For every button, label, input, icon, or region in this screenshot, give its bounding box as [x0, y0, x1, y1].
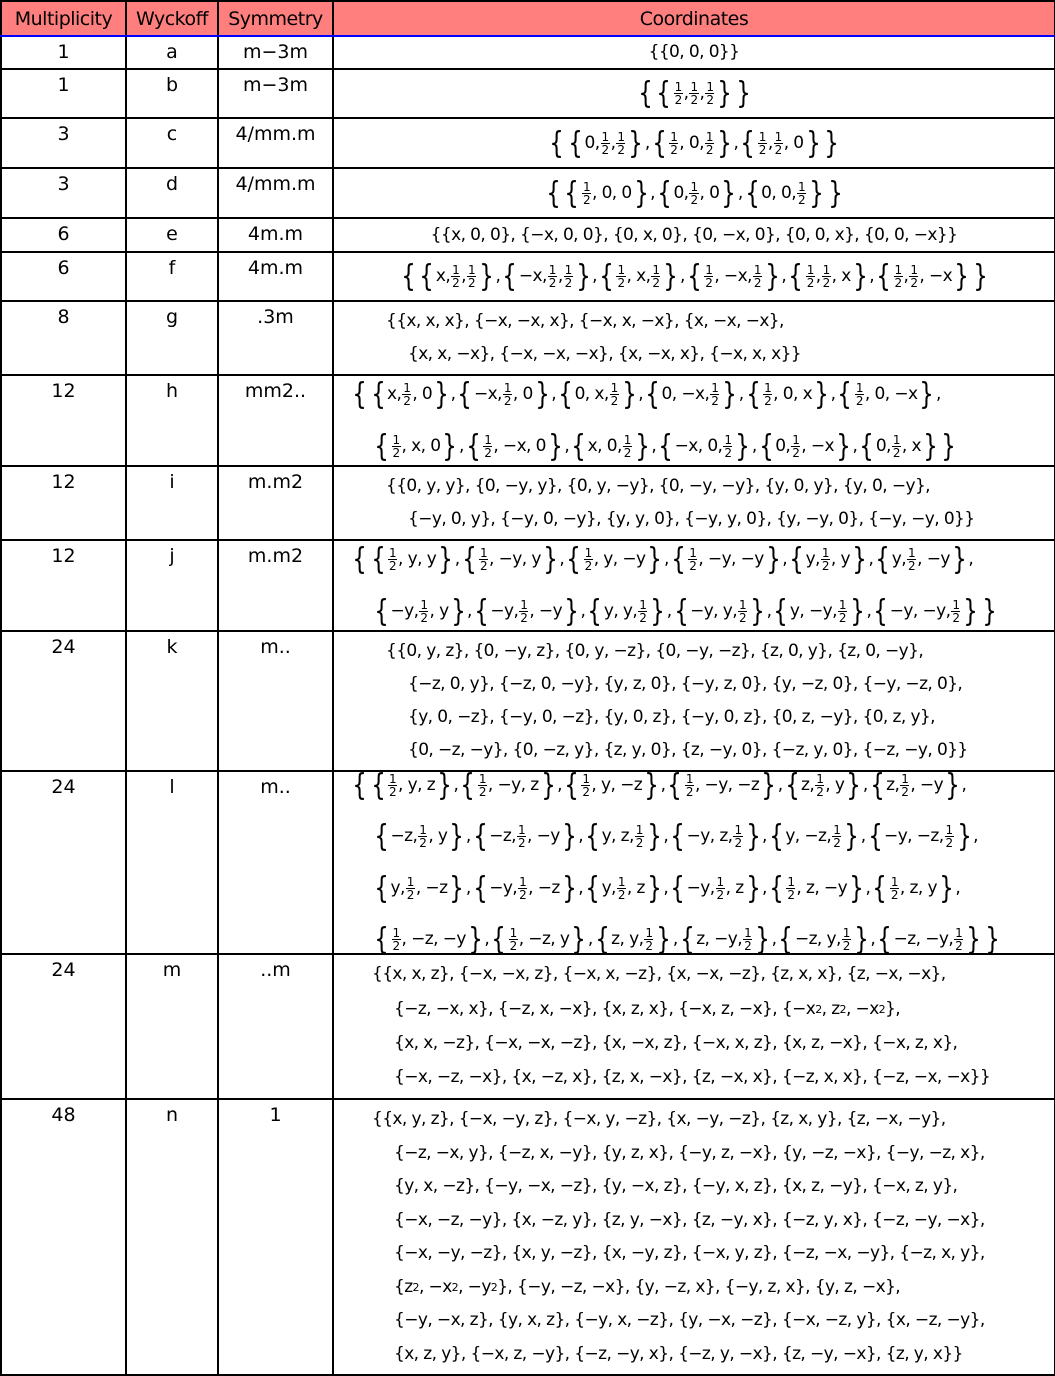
fraction-one-half: $\frac{1}{2}$	[711, 381, 719, 409]
coordinate-line: {−x, −y, −z}, {x, y, −z}, {x, −y, z}, {−x, y, z}, {−z, −x, −y}, {−z, x, y},	[394, 1243, 985, 1263]
table-row	[1, 69, 1055, 118]
coordinate-line: {{x, x, z}, {−x, −x, z}, {−x, x, −z}, {x, −x, −z}, {z, x, x}, {z, −x, −x},	[372, 964, 946, 985]
fraction-one-half: $\frac{1}{2}$	[389, 546, 397, 574]
fraction-one-half: $\frac{1}{2}$	[716, 874, 724, 902]
cell-multiplicity: 1	[1, 69, 126, 118]
fraction-one-half: $\frac{1}{2}$	[753, 263, 761, 290]
cell-symmetry: m−3m	[218, 36, 333, 69]
cell-coordinates	[333, 954, 1055, 1099]
cell-coordinates	[333, 1099, 1055, 1375]
fraction-one-half: $\frac{1}{2}$	[705, 129, 713, 157]
fraction-one-half: $\frac{1}{2}$	[467, 263, 476, 290]
fraction-one-half: $\frac{1}{2}$	[652, 263, 660, 290]
fraction-one-half: $\frac{1}{2}$	[548, 263, 556, 290]
fraction-one-half: $\frac{1}{2}$	[816, 772, 824, 799]
fraction-one-half: $\frac{1}{2}$	[617, 263, 625, 290]
cell-multiplicity: 1	[1, 36, 126, 69]
cell-wyckoff: j	[126, 540, 218, 631]
fraction-one-half: $\frac{1}{2}$	[690, 179, 698, 207]
coordinate-line: {{0, 0, 0}}	[648, 42, 740, 62]
fraction-one-half: $\frac{1}{2}$	[855, 381, 863, 409]
fraction-one-half: $\frac{1}{2}$	[419, 823, 427, 851]
fraction-one-half: $\frac{1}{2}$	[674, 80, 682, 107]
cell-multiplicity: 6	[1, 218, 126, 252]
fraction-one-half: $\frac{1}{2}$	[392, 432, 400, 460]
header-coordinates: Coordinates	[333, 1, 1055, 36]
table-row	[1, 118, 1055, 168]
coordinate-line: { −y, $\frac{1}{2}$ , y } , { −y, $\frac{1}{2}$ , −y } , { y, y, $\frac{1}{2}$ } , { −y, y, $\frac{1}{2}$ } , { y, −y, $\frac{1}{2}$ } , { −y, −y, $\frac{1}{2}$ } }	[374, 593, 997, 629]
fraction-one-half: $\frac{1}{2}$	[821, 546, 829, 574]
cell-coordinates	[333, 301, 1055, 375]
fraction-one-half: $\frac{1}{2}$	[758, 129, 766, 157]
cell-coordinates	[333, 768, 1055, 957]
fraction-one-half: $\frac{1}{2}$	[670, 129, 678, 157]
cell-wyckoff: d	[126, 168, 218, 218]
coordinate-line: { { $\frac{1}{2}$ , 0, 0 } , { 0, $\frac{1}{2}$ , 0 } , { 0, 0, $\frac{1}{2}$ } }	[546, 175, 842, 211]
cell-coordinates	[333, 36, 1055, 69]
coordinate-line: { { x, $\frac{1}{2}$ , $\frac{1}{2}$ } , { −x, $\frac{1}{2}$ , $\frac{1}{2}$ } , { $\frac{1}{2}$ , x, $\frac{1}{2}$ } , { $\frac{1}{2}$ , −x, $\frac{1}{2}$ } , { $\frac{1}{2}$ , $\frac{1}{2}$ , x } , { $\frac{1}{2}$ , $\frac{1}{2}$ , −x } }	[401, 259, 987, 294]
cell-wyckoff: a	[126, 36, 218, 69]
coordinate-line: { { 0, $\frac{1}{2}$ , $\frac{1}{2}$ } , { $\frac{1}{2}$ , 0, $\frac{1}{2}$ } , { $\frac{1}{2}$ , $\frac{1}{2}$ , 0 } }	[549, 125, 839, 161]
cell-multiplicity: 24	[1, 631, 126, 771]
coordinate-line: {0, −z, −y}, {0, −z, y}, {z, y, 0}, {z, −y, 0}, {−z, y, 0}, {−z, −y, 0}}	[408, 740, 968, 760]
cell-symmetry: 4/mm.m	[218, 168, 333, 218]
coordinate-line: {{x, x, x}, {−x, −x, x}, {−x, x, −x}, {x, −x, −x},	[386, 311, 784, 331]
table-row	[1, 375, 1055, 466]
cell-coordinates	[333, 252, 1055, 301]
cell-coordinates	[333, 69, 1055, 118]
fraction-one-half: $\frac{1}{2}$	[452, 263, 460, 290]
fraction-one-half: $\frac{1}{2}$	[392, 925, 400, 953]
fraction-one-half: $\frac{1}{2}$	[838, 597, 846, 625]
table-row	[1, 168, 1055, 218]
fraction-one-half: $\frac{1}{2}$	[406, 874, 414, 902]
fraction-one-half: $\frac{1}{2}$	[744, 925, 752, 953]
fraction-one-half: $\frac{1}{2}$	[610, 381, 618, 409]
cell-multiplicity: 3	[1, 168, 126, 218]
cell-wyckoff: n	[126, 1099, 218, 1375]
cell-coordinates	[333, 375, 1055, 466]
table-row	[1, 954, 1055, 1099]
cell-coordinates	[333, 540, 1055, 631]
table-row	[1, 540, 1055, 631]
coordinate-line: { { $\frac{1}{2}$ , y, y } , { $\frac{1}{2}$ , −y, y } , { $\frac{1}{2}$ , y, −y } , { $\frac{1}{2}$ , −y, −y } , { y, $\frac{1}{2}$ , y } , { y, $\frac{1}{2}$ , −y } ,	[352, 542, 974, 578]
cell-wyckoff: b	[126, 69, 218, 118]
coordinate-line: {−z, 0, y}, {−z, 0, −y}, {y, z, 0}, {−y, z, 0}, {y, −z, 0}, {−y, −z, 0},	[408, 674, 963, 694]
fraction-one-half: $\frac{1}{2}$	[894, 263, 902, 290]
fraction-one-half: $\frac{1}{2}$	[582, 772, 590, 799]
fraction-one-half: $\frac{1}{2}$	[484, 432, 492, 460]
coordinate-line: {x, x, −x}, {−x, −x, −x}, {x, −x, x}, {−x, x, x}}	[408, 344, 802, 364]
fraction-one-half: $\frac{1}{2}$	[945, 823, 953, 851]
fraction-one-half: $\frac{1}{2}$	[892, 432, 900, 460]
fraction-one-half: $\frac{1}{2}$	[822, 263, 830, 290]
table-row	[1, 301, 1055, 375]
fraction-one-half: $\frac{1}{2}$	[403, 381, 411, 409]
coordinate-line: {{0, y, y}, {0, −y, y}, {0, y, −y}, {0, −y, −y}, {y, 0, y}, {y, 0, −y},	[386, 476, 930, 496]
coordinate-line: {{x, 0, 0}, {−x, 0, 0}, {0, x, 0}, {0, −x, 0}, {0, 0, x}, {0, 0, −x}}	[430, 224, 958, 245]
cell-wyckoff: m	[126, 954, 218, 1099]
fraction-one-half: $\frac{1}{2}$	[518, 823, 526, 851]
table-row	[1, 36, 1055, 69]
fraction-one-half: $\frac{1}{2}$	[584, 546, 592, 574]
fraction-one-half: $\frac{1}{2}$	[901, 772, 909, 799]
cell-multiplicity: 48	[1, 1099, 126, 1375]
cell-multiplicity: 12	[1, 466, 126, 540]
cell-symmetry: ..m	[218, 954, 333, 1099]
cell-wyckoff: f	[126, 252, 218, 301]
fraction-one-half: $\frac{1}{2}$	[724, 432, 732, 460]
cell-symmetry: mm2..	[218, 375, 333, 466]
table-row	[1, 252, 1055, 301]
fraction-one-half: $\frac{1}{2}$	[706, 80, 714, 107]
fraction-one-half: $\frac{1}{2}$	[503, 381, 511, 409]
fraction-one-half: $\frac{1}{2}$	[639, 597, 647, 625]
cell-multiplicity: 24	[1, 771, 126, 954]
coordinate-line: {y, x, −z}, {−y, −x, −z}, {y, −x, z}, {−y, x, z}, {x, z, −y}, {−x, z, y},	[394, 1176, 958, 1196]
cell-wyckoff: i	[126, 466, 218, 540]
table-row	[1, 771, 1055, 954]
cell-multiplicity: 24	[1, 954, 126, 1099]
cell-symmetry: .3m	[218, 301, 333, 375]
coordinate-line: { { x, $\frac{1}{2}$ , 0 } , { −x, $\frac{1}{2}$ , 0 } , { 0, x, $\frac{1}{2}$ } , { 0, −x, $\frac{1}{2}$ } , { $\frac{1}{2}$ , 0, x } , { $\frac{1}{2}$ , 0, −x } ,	[352, 377, 941, 413]
cell-coordinates	[333, 631, 1055, 771]
cell-multiplicity: 8	[1, 301, 126, 375]
cell-multiplicity: 12	[1, 375, 126, 466]
fraction-one-half: $\frac{1}{2}$	[774, 129, 782, 157]
fraction-one-half: $\frac{1}{2}$	[787, 874, 795, 902]
cell-wyckoff: l	[126, 771, 218, 954]
fraction-one-half: $\frac{1}{2}$	[764, 381, 772, 409]
coordinate-line: { $\frac{1}{2}$ , x, 0 } , { $\frac{1}{2}$ , −x, 0 } , { x, 0, $\frac{1}{2}$ } , { −x, 0, $\frac{1}{2}$ } , { 0, $\frac{1}{2}$ , −x } , { 0, $\frac{1}{2}$ , x } }	[374, 428, 956, 464]
fraction-one-half: $\frac{1}{2}$	[842, 925, 850, 953]
table-row	[1, 218, 1055, 252]
cell-coordinates	[333, 218, 1055, 252]
cell-symmetry: m..	[218, 631, 333, 771]
fraction-one-half: $\frac{1}{2}$	[685, 772, 693, 799]
fraction-one-half: $\frac{1}{2}$	[645, 925, 653, 953]
fraction-one-half: $\frac{1}{2}$	[520, 597, 528, 625]
fraction-one-half: $\frac{1}{2}$	[739, 597, 747, 625]
fraction-one-half: $\frac{1}{2}$	[952, 597, 960, 625]
coordinate-line: { y, $\frac{1}{2}$ , −z } , { −y, $\frac{1}{2}$ , −z } , { y, $\frac{1}{2}$ , z } , { −y, $\frac{1}{2}$ , z } , { $\frac{1}{2}$ , z, −y } , { $\frac{1}{2}$ , z, y } ,	[374, 870, 961, 906]
coordinate-line: { −z, $\frac{1}{2}$ , y } , { −z, $\frac{1}{2}$ , −y } , { y, z, $\frac{1}{2}$ } , { −y, z, $\frac{1}{2}$ } , { y, −z, $\frac{1}{2}$ } , { −y, −z, $\frac{1}{2}$ } ,	[374, 819, 978, 855]
coordinate-line: {−z, −x, y}, {−z, x, −y}, {y, z, x}, {−y, z, −x}, {y, −z, −x}, {−y, −z, x},	[394, 1142, 985, 1163]
fraction-one-half: $\frac{1}{2}$	[480, 546, 488, 574]
fraction-one-half: $\frac{1}{2}$	[617, 129, 625, 157]
fraction-one-half: $\frac{1}{2}$	[478, 772, 486, 799]
fraction-one-half: $\frac{1}{2}$	[389, 772, 397, 799]
fraction-one-half: $\frac{1}{2}$	[806, 263, 814, 290]
fraction-one-half: $\frac{1}{2}$	[690, 80, 698, 107]
cell-symmetry: 1	[218, 1099, 333, 1375]
fraction-one-half: $\frac{1}{2}$	[509, 925, 517, 953]
cell-symmetry: m.m2	[218, 466, 333, 540]
cell-multiplicity: 12	[1, 540, 126, 631]
cell-wyckoff: g	[126, 301, 218, 375]
coordinate-line: {y, 0, −z}, {−y, 0, −z}, {y, 0, z}, {−y, 0, z}, {0, z, −y}, {0, z, y},	[408, 707, 935, 727]
header-wyckoff: Wyckoff	[126, 1, 218, 36]
cell-symmetry: 4m.m	[218, 252, 333, 301]
fraction-one-half: $\frac{1}{2}$	[689, 546, 697, 574]
fraction-one-half: $\frac{1}{2}$	[617, 874, 625, 902]
fraction-one-half: $\frac{1}{2}$	[798, 179, 806, 207]
fraction-one-half: $\frac{1}{2}$	[890, 874, 898, 902]
coordinate-line: {−y, 0, y}, {−y, 0, −y}, {y, y, 0}, {−y, y, 0}, {y, −y, 0}, {−y, −y, 0}}	[408, 509, 975, 529]
coordinate-line: {x, x, −z}, {−x, −x, −z}, {x, −x, z}, {−x, x, z}, {x, z, −x}, {−x, z, x},	[394, 1032, 958, 1053]
cell-coordinates	[333, 118, 1055, 168]
fraction-one-half: $\frac{1}{2}$	[734, 823, 742, 851]
cell-wyckoff: e	[126, 218, 218, 252]
coordinate-line: {z 2 , −x 2 , −y 2 }, {−y, −z, −x}, {y, −z, x}, {−y, z, x}, {y, z, −x},	[394, 1276, 901, 1297]
coordinate-line: {−z, −x, x}, {−z, x, −x}, {x, z, x}, {−x, z, −x}, {−x 2 , z 2 , −x 2 },	[394, 998, 901, 1019]
cell-symmetry: m..	[218, 771, 333, 954]
fraction-one-half: $\frac{1}{2}$	[519, 874, 527, 902]
cell-symmetry: m−3m	[218, 69, 333, 118]
table-row	[1, 631, 1055, 771]
fraction-one-half: $\frac{1}{2}$	[564, 263, 572, 290]
cell-coordinates	[333, 168, 1055, 218]
coordinate-line: {{x, y, z}, {−x, −y, z}, {−x, y, −z}, {x, −y, −z}, {z, x, y}, {z, −x, −y},	[372, 1109, 946, 1129]
coordinate-line: { $\frac{1}{2}$ , −z, −y } , { $\frac{1}{2}$ , −z, y } , { z, y, $\frac{1}{2}$ } , { z, −y, $\frac{1}{2}$ } , { −z, y, $\frac{1}{2}$ } , { −z, −y, $\frac{1}{2}$ } }	[374, 921, 999, 957]
cell-wyckoff: c	[126, 118, 218, 168]
fraction-one-half: $\frac{1}{2}$	[908, 546, 916, 574]
cell-wyckoff: h	[126, 375, 218, 466]
coordinate-line: {x, z, y}, {−x, z, −y}, {−z, −y, x}, {−z, y, −x}, {z, −y, −x}, {z, y, x}}	[394, 1343, 963, 1364]
cell-coordinates	[333, 466, 1055, 540]
fraction-one-half: $\frac{1}{2}$	[582, 179, 590, 207]
coordinate-line: {−x, −z, −y}, {x, −z, y}, {z, y, −x}, {z, −y, x}, {−z, y, x}, {−z, −y, −x},	[394, 1209, 985, 1230]
fraction-one-half: $\frac{1}{2}$	[601, 129, 609, 157]
table-row	[1, 1099, 1055, 1375]
table-row	[1, 466, 1055, 540]
coordinate-line: { { $\frac{1}{2}$ , $\frac{1}{2}$ , $\frac{1}{2}$ } }	[637, 76, 751, 111]
cell-multiplicity: 3	[1, 118, 126, 168]
coordinate-line: {{0, y, z}, {0, −y, z}, {0, y, −z}, {0, −y, −z}, {z, 0, y}, {z, 0, −y},	[386, 641, 924, 661]
coordinate-line: { { $\frac{1}{2}$ , y, z } , { $\frac{1}{2}$ , −y, z } , { $\frac{1}{2}$ , y, −z } , { $\frac{1}{2}$ , −y, −z } , { z, $\frac{1}{2}$ , y } , { z, $\frac{1}{2}$ , −y } ,	[352, 768, 967, 803]
fraction-one-half: $\frac{1}{2}$	[705, 263, 713, 290]
fraction-one-half: $\frac{1}{2}$	[623, 432, 631, 460]
cell-multiplicity: 6	[1, 252, 126, 301]
fraction-one-half: $\frac{1}{2}$	[833, 823, 841, 851]
fraction-one-half: $\frac{1}{2}$	[955, 925, 963, 953]
header-multiplicity: Multiplicity	[1, 1, 126, 36]
fraction-one-half: $\frac{1}{2}$	[792, 432, 800, 460]
header-symmetry: Symmetry	[218, 1, 333, 36]
cell-symmetry: m.m2	[218, 540, 333, 631]
coordinate-line: {−y, −x, z}, {y, x, z}, {−y, x, −z}, {y, −x, −z}, {−x, −z, y}, {x, −z, −y},	[394, 1310, 985, 1330]
coordinate-line: {−x, −z, −x}, {x, −z, x}, {z, x, −x}, {z, −x, x}, {−z, x, x}, {−z, −x, −x}}	[394, 1067, 991, 1088]
cell-symmetry: 4/mm.m	[218, 118, 333, 168]
cell-wyckoff: k	[126, 631, 218, 771]
fraction-one-half: $\frac{1}{2}$	[635, 823, 643, 851]
cell-symmetry: 4m.m	[218, 218, 333, 252]
fraction-one-half: $\frac{1}{2}$	[420, 597, 428, 625]
header-row	[1, 1, 1055, 36]
fraction-one-half: $\frac{1}{2}$	[910, 263, 918, 290]
